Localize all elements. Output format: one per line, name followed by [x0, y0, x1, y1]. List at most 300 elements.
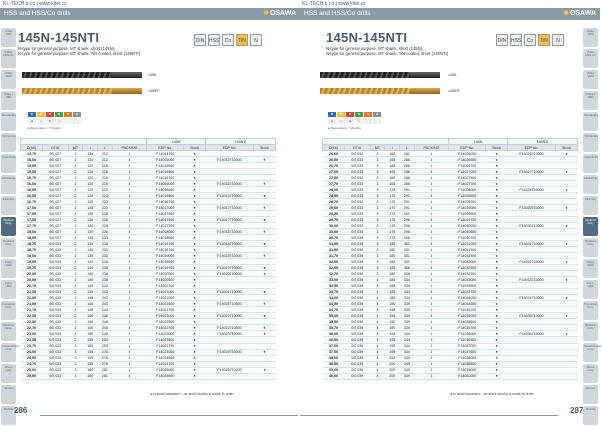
table-cell: F14029710000	[508, 205, 556, 211]
table-cell: ●	[555, 169, 577, 175]
table-cell: 1	[112, 295, 147, 301]
table-cell: 2	[68, 295, 83, 301]
sidebar-item[interactable]: Kotoučové frézy	[1, 301, 16, 320]
table-cell: 3	[370, 253, 385, 259]
table-cell: F14019710000	[206, 253, 254, 259]
table-cell: ●	[555, 241, 577, 247]
table-cell: ●	[486, 301, 508, 307]
table-header-cell: EDP No.	[449, 145, 486, 151]
table-cell: 0/0,033	[42, 337, 68, 343]
table-cell: ●	[184, 277, 206, 283]
table-cell: F14034700	[449, 307, 486, 313]
table-cell: 1	[112, 361, 147, 367]
table-cell: 218	[98, 181, 113, 187]
material-code: M	[37, 112, 45, 117]
sidebar-item[interactable]: Navrtáváky	[1, 112, 16, 131]
table-cell: 150	[83, 313, 98, 319]
table-cell: 2	[68, 337, 83, 343]
table-cell: ●	[184, 181, 206, 187]
table-cell: F14018500	[147, 235, 184, 241]
table-cell: 1	[414, 217, 449, 223]
table-cell: 0/0,039	[344, 319, 370, 325]
table-cell: 1	[112, 163, 147, 169]
table-cell: 2	[68, 169, 83, 175]
sidebar-item[interactable]: Pilové pásy	[583, 364, 598, 383]
table-cell: 185	[385, 271, 400, 277]
table-cell: 195	[385, 331, 400, 337]
sidebar-nav-right	[583, 28, 602, 427]
table-cell: 16,50	[21, 187, 43, 193]
table-cell: 0/0,039	[344, 241, 370, 247]
table-cell: 1	[112, 313, 147, 319]
table-cell: 21,00	[21, 295, 43, 301]
table-cell: 2	[68, 217, 83, 223]
table-cell: ●	[253, 205, 275, 211]
table-cell: 160	[83, 367, 98, 373]
table-cell: 349	[400, 361, 415, 367]
footer-rule	[300, 415, 558, 416]
table-cell: ●	[184, 169, 206, 175]
material-code: S	[64, 112, 72, 117]
table-row	[21, 373, 276, 379]
table-cell: ●	[486, 187, 508, 193]
sidebar-item[interactable]: Vrtáky VHM	[1, 70, 16, 89]
table-cell: ●	[184, 199, 206, 205]
table-cell: ●	[253, 253, 275, 259]
sidebar-item[interactable]: Frézy HSS	[1, 280, 16, 299]
table-cell: 185	[385, 265, 400, 271]
table-cell: 155	[83, 349, 98, 355]
table-cell: ●	[184, 175, 206, 181]
table-cell: 125	[83, 205, 98, 211]
table-cell: ●	[184, 367, 206, 373]
table-cell: 1	[414, 241, 449, 247]
table-cell: 301	[400, 253, 415, 259]
material-mark	[364, 119, 372, 124]
table-cell: F14037000	[449, 343, 486, 349]
table-cell: 2	[68, 331, 83, 337]
table-cell: F14032000	[449, 259, 486, 265]
table-cell: 1	[112, 169, 147, 175]
table-cell: ●	[486, 169, 508, 175]
table-cell: 0/0,033	[344, 181, 370, 187]
table-cell: 238	[98, 265, 113, 271]
sidebar-item[interactable]: Závitníky	[1, 196, 16, 215]
table-cell: ●	[184, 157, 206, 163]
table-cell	[508, 373, 556, 379]
table-cell: F14016500	[147, 187, 184, 193]
sidebar-item[interactable]: Závitníky	[583, 196, 598, 215]
spec-icon: DIN	[496, 34, 508, 46]
table-cell: ●	[184, 193, 206, 199]
sidebar-item[interactable]: Měřidla	[1, 406, 16, 425]
table-cell: F14027500	[449, 175, 486, 181]
table-cell: 0/0,039	[344, 355, 370, 361]
table-cell: 281	[98, 373, 113, 379]
table-cell: F14014700	[147, 151, 184, 157]
sidebar-item[interactable]: Vrtáky HSS	[583, 28, 598, 47]
table-cell: 145	[83, 289, 98, 295]
table-cell: 24,00	[21, 349, 43, 355]
table-cell: 1	[414, 259, 449, 265]
table-cell: 165	[385, 181, 400, 187]
table-cell: 4	[370, 307, 385, 313]
table-cell: 134	[83, 151, 98, 157]
sidebar-item[interactable]: Závitové frézy	[1, 217, 16, 236]
table-cell: 296	[400, 235, 415, 241]
table-cell: 18,70	[21, 241, 43, 247]
table-cell: ●	[486, 337, 508, 343]
section-header: HSS and HSS/Co drills	[0, 8, 258, 20]
table-cell: 1	[112, 217, 147, 223]
table-cell: 1	[112, 289, 147, 295]
table-cell: 2	[68, 313, 83, 319]
spec-icons	[496, 34, 564, 46]
table-cell: F14027000	[449, 169, 486, 175]
table-cell: 135	[83, 247, 98, 253]
table-cell: ●	[253, 265, 275, 271]
sidebar-item[interactable]: Vrtáky HSS	[1, 28, 16, 47]
table-cell: 195	[385, 337, 400, 343]
table-cell: ●	[184, 235, 206, 241]
table-cell: 0/0,033	[344, 187, 370, 193]
table-cell: 223	[98, 193, 113, 199]
table-cell: ●	[184, 325, 206, 331]
table-cell: 22,70	[21, 325, 43, 331]
sidebar-item[interactable]: Vrtáky HSS-Co	[1, 49, 16, 68]
material-code: H	[373, 112, 381, 117]
table-cell: F14034710000	[508, 295, 556, 301]
table-header-cell: l	[385, 145, 400, 151]
table-cell: ●	[184, 217, 206, 223]
table-cell: 1	[414, 319, 449, 325]
table-cell: 3	[68, 355, 83, 361]
table-cell: F14036500	[449, 337, 486, 343]
sidebar-item[interactable]: Soustružnické nože	[583, 343, 598, 362]
table-header-cell: EDP No.	[206, 145, 254, 151]
table-cell: 120	[83, 181, 98, 187]
table-cell: 195	[385, 343, 400, 349]
table-row	[323, 373, 578, 379]
sidebar-item[interactable]: Výhrubníky	[1, 133, 16, 152]
table-cell: 0/0,033	[42, 355, 68, 361]
table-cell: ●	[184, 265, 206, 271]
table-cell: 1	[112, 337, 147, 343]
table-cell: ●	[184, 349, 206, 355]
spec-icon: HSS	[510, 34, 522, 46]
spec-icon: N	[552, 34, 564, 46]
table-cell: 21,70	[21, 307, 43, 313]
table-cell: ●	[486, 313, 508, 319]
table-cell: ●	[555, 223, 577, 229]
sidebar-item[interactable]: Záhlubníky	[583, 175, 598, 194]
table-cell: ●	[184, 187, 206, 193]
table-cell: 134	[83, 157, 98, 163]
table-cell: 344	[400, 331, 415, 337]
table-group-header-cell: 145NTI	[508, 139, 578, 145]
table-cell: F14015500	[147, 169, 184, 175]
table-cell: F14030700	[449, 235, 486, 241]
sidebar-item[interactable]: Frézy HSS	[583, 280, 598, 299]
sidebar-item[interactable]: Vrtáky s VBD	[1, 91, 16, 110]
table-cell: 334	[400, 289, 415, 295]
table-cell: ●	[486, 277, 508, 283]
table-cell: F14017500	[147, 211, 184, 217]
table-cell: 34,70	[323, 307, 345, 313]
sidebar-item[interactable]: Upínání	[583, 385, 598, 404]
table-header-cell: L	[400, 145, 415, 151]
table-cell: 185	[385, 283, 400, 289]
sidebar-item[interactable]: Stopkové frézy	[1, 238, 16, 257]
spec-icon: Co	[524, 34, 536, 46]
table-cell: 1	[414, 247, 449, 253]
footer-rule	[40, 415, 298, 416]
drill-image-145nti	[320, 88, 440, 94]
table-cell: 0/0,027	[42, 163, 68, 169]
table-cell: F14028500	[449, 193, 486, 199]
table-cell: 23,00	[21, 331, 43, 337]
right-page	[300, 0, 600, 424]
table-cell: F14021000	[147, 295, 184, 301]
table-cell: 26,70	[323, 163, 345, 169]
table-cell: 2	[68, 157, 83, 163]
table-cell: F14016710000	[206, 181, 254, 187]
drill-shank	[112, 88, 142, 94]
table-cell: ●	[184, 205, 206, 211]
table-cell: ●	[184, 295, 206, 301]
table-cell: 1	[414, 325, 449, 331]
table-cell: 20,00	[21, 271, 43, 277]
table-cell: F14036710000	[508, 331, 556, 337]
table-cell: 2	[68, 283, 83, 289]
table-cell: 228	[98, 223, 113, 229]
table-cell: 2	[68, 277, 83, 283]
material-code: P	[28, 112, 36, 117]
table-cell: 135	[83, 241, 98, 247]
sidebar-item[interactable]: Vrtáky s VBD	[583, 91, 598, 110]
spec-icon: TiN	[538, 34, 550, 46]
table-cell: 19,00	[21, 253, 43, 259]
table-cell: 0/0,039	[344, 235, 370, 241]
table-cell: 32,00	[323, 259, 345, 265]
spec-icon: TiN	[236, 34, 248, 46]
table-cell: 35,50	[323, 319, 345, 325]
table-cell: 0/0,033	[42, 247, 68, 253]
table-cell: F14036000	[449, 331, 486, 337]
sidebar-item[interactable]: Upínání	[1, 385, 16, 404]
table-cell: F14028710000	[508, 187, 556, 193]
table-cell: F14019710500	[206, 265, 254, 271]
table-cell: 1	[414, 211, 449, 217]
footnote: ● in stock standard ○ on stock shortly ● made to order	[450, 392, 534, 396]
table-cell: 1	[112, 211, 147, 217]
sidebar-item[interactable]: Vrtáky VHM	[583, 70, 598, 89]
sidebar-item[interactable]: Nástrčné frézy	[583, 322, 598, 341]
sidebar-item[interactable]: Výstružníky	[583, 154, 598, 173]
table-cell: 2	[68, 151, 83, 157]
table-cell: 3	[370, 181, 385, 187]
table-cell: 253	[98, 337, 113, 343]
table-cell: 120	[83, 163, 98, 169]
table-cell: 1	[112, 343, 147, 349]
table-cell: 25,50	[21, 373, 43, 379]
brand-logo	[558, 8, 600, 20]
table-cell: 155	[83, 355, 98, 361]
table-cell: 1	[112, 193, 147, 199]
table-cell: 218	[98, 175, 113, 181]
table-cell: 1	[112, 223, 147, 229]
product-title: 145N-145NTI	[326, 30, 408, 45]
table-cell: F14017710500	[206, 217, 254, 223]
material-mark: ○	[37, 119, 45, 124]
table-header-cell: MT	[370, 145, 385, 151]
table-cell: F14018710500	[206, 241, 254, 247]
table-cell: 0/0,039	[344, 229, 370, 235]
table-cell: 0/0,027	[42, 157, 68, 163]
table-cell: 4	[370, 367, 385, 373]
table-cell: 3	[370, 235, 385, 241]
table-cell: 27,70	[323, 181, 345, 187]
table-cell: 0/0,039	[344, 271, 370, 277]
table-cell: ●	[184, 319, 206, 325]
table-cell: 301	[400, 259, 415, 265]
table-cell: ●	[253, 271, 275, 277]
table-cell: ●	[184, 247, 206, 253]
table-cell: 2	[68, 265, 83, 271]
table-cell: F14023700	[147, 343, 184, 349]
table-cell: F14022000	[147, 313, 184, 319]
table-cell: 0/0,033	[344, 205, 370, 211]
table-cell: 4	[370, 289, 385, 295]
table-cell: 1	[414, 253, 449, 259]
table-cell: 0/0,027	[42, 223, 68, 229]
table-cell: 155	[83, 337, 98, 343]
table-cell: 185	[385, 277, 400, 283]
table-cell: 145	[83, 301, 98, 307]
sidebar-item[interactable]: Výstružníky	[1, 154, 16, 173]
table-cell: 175	[385, 229, 400, 235]
table-cell: 125	[83, 193, 98, 199]
table-cell: ●	[184, 223, 206, 229]
table-cell: F14031710000	[508, 241, 556, 247]
table-cell: 165	[385, 163, 400, 169]
table-cell: 39,00	[323, 367, 345, 373]
table-cell: 238	[98, 259, 113, 265]
table-cell: ●	[486, 355, 508, 361]
sidebar-item[interactable]: Výhrubníky	[583, 133, 598, 152]
table-cell: 160	[83, 373, 98, 379]
sidebar-item[interactable]: Navrtáváky	[583, 112, 598, 131]
table-cell: 296	[400, 229, 415, 235]
sidebar-item[interactable]: Frézy VHM	[583, 259, 598, 278]
table-cell: F14027700	[449, 181, 486, 187]
table-cell: 0/0,033	[344, 211, 370, 217]
table-cell: 1	[112, 175, 147, 181]
table-cell: 2	[68, 223, 83, 229]
sidebar-item[interactable]: Kotoučové frézy	[583, 301, 598, 320]
table-cell: 33,50	[323, 283, 345, 289]
table-cell: 276	[98, 349, 113, 355]
table-cell: F14016700	[147, 199, 184, 205]
table-cell: F14033710000	[508, 277, 556, 283]
sidebar-item[interactable]: Stopkové frézy	[583, 238, 598, 257]
table-cell: 2	[68, 205, 83, 211]
material-legend: ● Doporučeno ○ Vhodné	[28, 126, 61, 130]
sidebar-item[interactable]: Závitové frézy	[583, 217, 598, 236]
table-cell: F14023710000	[206, 331, 254, 337]
sidebar-item[interactable]: Záhlubníky	[1, 175, 16, 194]
table-cell: 28,00	[323, 187, 345, 193]
drill-shank	[112, 72, 142, 78]
sidebar-item[interactable]: Měřidla	[583, 406, 598, 425]
table-cell: 2	[68, 229, 83, 235]
table-cell: 0/0,033	[42, 241, 68, 247]
table-cell: ●	[486, 163, 508, 169]
table-cell: 120	[83, 169, 98, 175]
table-cell: 334	[400, 277, 415, 283]
table-cell: 185	[385, 289, 400, 295]
table-cell: F14021000	[147, 289, 184, 295]
table-cell: 2	[68, 181, 83, 187]
product-title: 145N-145NTI	[18, 30, 100, 45]
table-cell: 339	[400, 325, 415, 331]
table-cell: 22,50	[21, 319, 43, 325]
table-cell: 2	[68, 259, 83, 265]
table-cell: F14033500	[449, 283, 486, 289]
table-cell: 339	[400, 319, 415, 325]
table-cell: ●	[184, 259, 206, 265]
drill-image-145n	[22, 72, 142, 78]
table-cell: 228	[98, 229, 113, 235]
left-page	[0, 0, 300, 424]
sidebar-item[interactable]: Soustružnické nože	[1, 343, 16, 362]
sidebar-item[interactable]: Nástrčné frézy	[1, 322, 16, 341]
table-cell: 0/0,039	[344, 301, 370, 307]
sidebar-item[interactable]: Vrtáky HSS-Co	[583, 49, 598, 68]
table-cell: 38,50	[323, 361, 345, 367]
table-cell: F14015000	[147, 157, 184, 163]
sidebar-item[interactable]: Pilové pásy	[1, 364, 16, 383]
table-cell: ●	[486, 271, 508, 277]
table-cell: 2	[68, 301, 83, 307]
table-cell: ●	[253, 289, 275, 295]
star-icon: ✸	[563, 10, 569, 17]
table-cell: 17,70	[21, 223, 43, 229]
spec-icons	[194, 34, 262, 46]
table-cell: 1	[414, 205, 449, 211]
table-cell: 1	[414, 235, 449, 241]
table-cell: 0/0,033	[42, 307, 68, 313]
table-cell: 2	[68, 187, 83, 193]
table-cell: 2	[68, 253, 83, 259]
table-cell: 0/0,027	[42, 235, 68, 241]
table-cell: 296	[400, 217, 415, 223]
sidebar-item[interactable]: Frézy VHM	[1, 259, 16, 278]
material-code: S	[364, 112, 372, 117]
table-cell: 33,00	[323, 277, 345, 283]
table-cell: 190	[385, 301, 400, 307]
material-code: M	[337, 112, 345, 117]
table-cell: 3	[370, 175, 385, 181]
table-cell: 0/0,033	[344, 193, 370, 199]
table-cell: 170	[385, 193, 400, 199]
table-cell: 3	[370, 259, 385, 265]
table-cell: F14034000	[449, 295, 486, 301]
table-group-header-cell: 145N	[147, 139, 206, 145]
table-cell: 190	[385, 325, 400, 331]
table-header-cell: PACKING	[414, 145, 449, 151]
spec-icon: HSS	[208, 34, 220, 46]
